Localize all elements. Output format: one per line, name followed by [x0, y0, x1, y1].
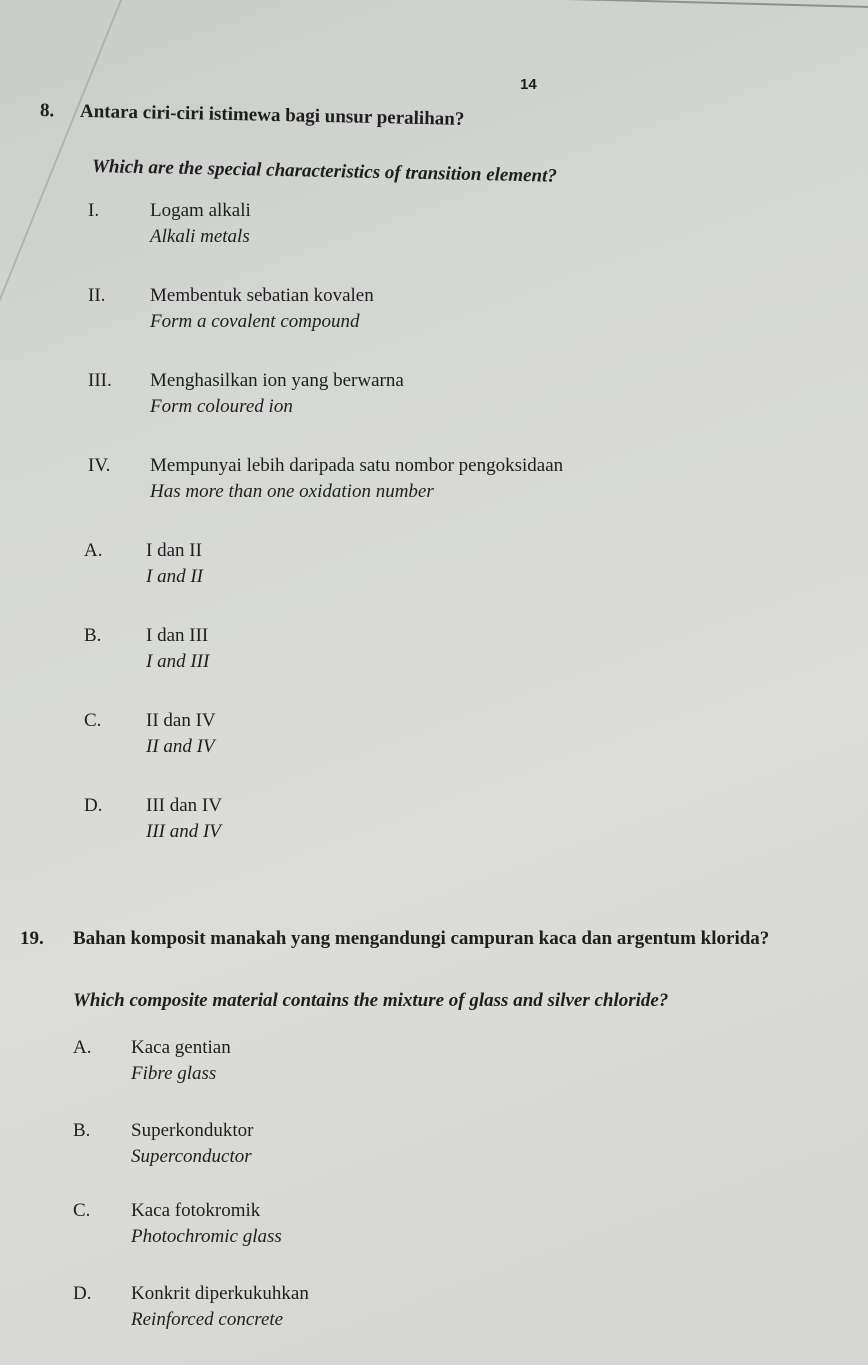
item-text-en: Has more than one oxidation number: [150, 481, 434, 502]
item-0: [73, 1037, 231, 1085]
page-number: 14: [520, 76, 537, 93]
item-1: [88, 285, 374, 333]
item-text-ms: Membentuk sebatian kovalen: [150, 285, 374, 306]
item-0: [88, 200, 251, 248]
item-text-en: I and III: [146, 651, 210, 672]
item-text-ms: Menghasilkan ion yang berwarna: [150, 370, 404, 391]
item-text-ms: Mempunyai lebih daripada satu nombor pengoksidaan: [150, 455, 564, 476]
item-text-en: Alkali metals: [150, 226, 250, 247]
item-text-en: Superconductor: [131, 1146, 252, 1167]
question-18-en: Which are the special characteristics of transition element?: [91, 156, 558, 187]
item-text-en: Reinforced concrete: [131, 1309, 284, 1330]
item-label: C.: [73, 1200, 91, 1221]
item-text-ms: II dan IV: [146, 710, 216, 731]
item-label: D.: [84, 795, 103, 816]
item-label: A.: [84, 540, 103, 561]
item-text-en: Fibre glass: [131, 1063, 217, 1084]
item-text-ms: Kaca fotokromik: [131, 1200, 261, 1221]
item-2: [88, 370, 404, 418]
item-label: III.: [88, 370, 112, 391]
item-label: B.: [73, 1120, 91, 1141]
item-text-ms: I dan III: [146, 625, 209, 646]
question-18-ms: [40, 100, 465, 131]
item-text-ms: III dan IV: [146, 795, 222, 816]
item-1: [84, 625, 209, 673]
item-3: [88, 455, 563, 503]
paper-top-edge: [560, 0, 868, 8]
item-0: [84, 540, 203, 588]
item-label: C.: [84, 710, 102, 731]
item-text-ms: I dan II: [146, 540, 202, 561]
question-number: 8.: [39, 100, 55, 122]
item-label: IV.: [88, 455, 111, 476]
question-19-ms: [20, 928, 769, 950]
question-text-ms: Bahan komposit manakah yang mengandungi campuran kaca dan argentum klorida?: [73, 928, 770, 949]
item-text-en: Photochromic glass: [131, 1226, 282, 1247]
item-3: [84, 795, 222, 843]
item-text-en: III and IV: [146, 821, 221, 842]
item-text-en: Form coloured ion: [150, 396, 293, 417]
question-text-ms: Antara ciri-ciri istimewa bagi unsur peralihan?: [79, 100, 465, 130]
item-3: [73, 1283, 309, 1331]
item-1: [73, 1120, 253, 1168]
question-number: 19.: [20, 928, 44, 949]
item-text-en: I and II: [146, 566, 203, 587]
item-text-ms: Konkrit diperkukuhkan: [131, 1283, 309, 1304]
item-text-en: II and IV: [146, 736, 215, 757]
item-2: [73, 1200, 282, 1248]
item-label: B.: [84, 625, 102, 646]
item-text-en: Form a covalent compound: [150, 311, 360, 332]
item-2: [84, 710, 216, 758]
item-label: I.: [88, 200, 100, 221]
question-19-en: Which composite material contains the mixture of glass and silver chloride?: [73, 990, 669, 1011]
item-text-ms: Superkonduktor: [131, 1120, 254, 1141]
item-text-ms: Logam alkali: [150, 200, 251, 221]
item-text-ms: Kaca gentian: [131, 1037, 231, 1058]
item-label: D.: [73, 1283, 92, 1304]
item-label: A.: [73, 1037, 92, 1058]
item-label: II.: [88, 285, 106, 306]
